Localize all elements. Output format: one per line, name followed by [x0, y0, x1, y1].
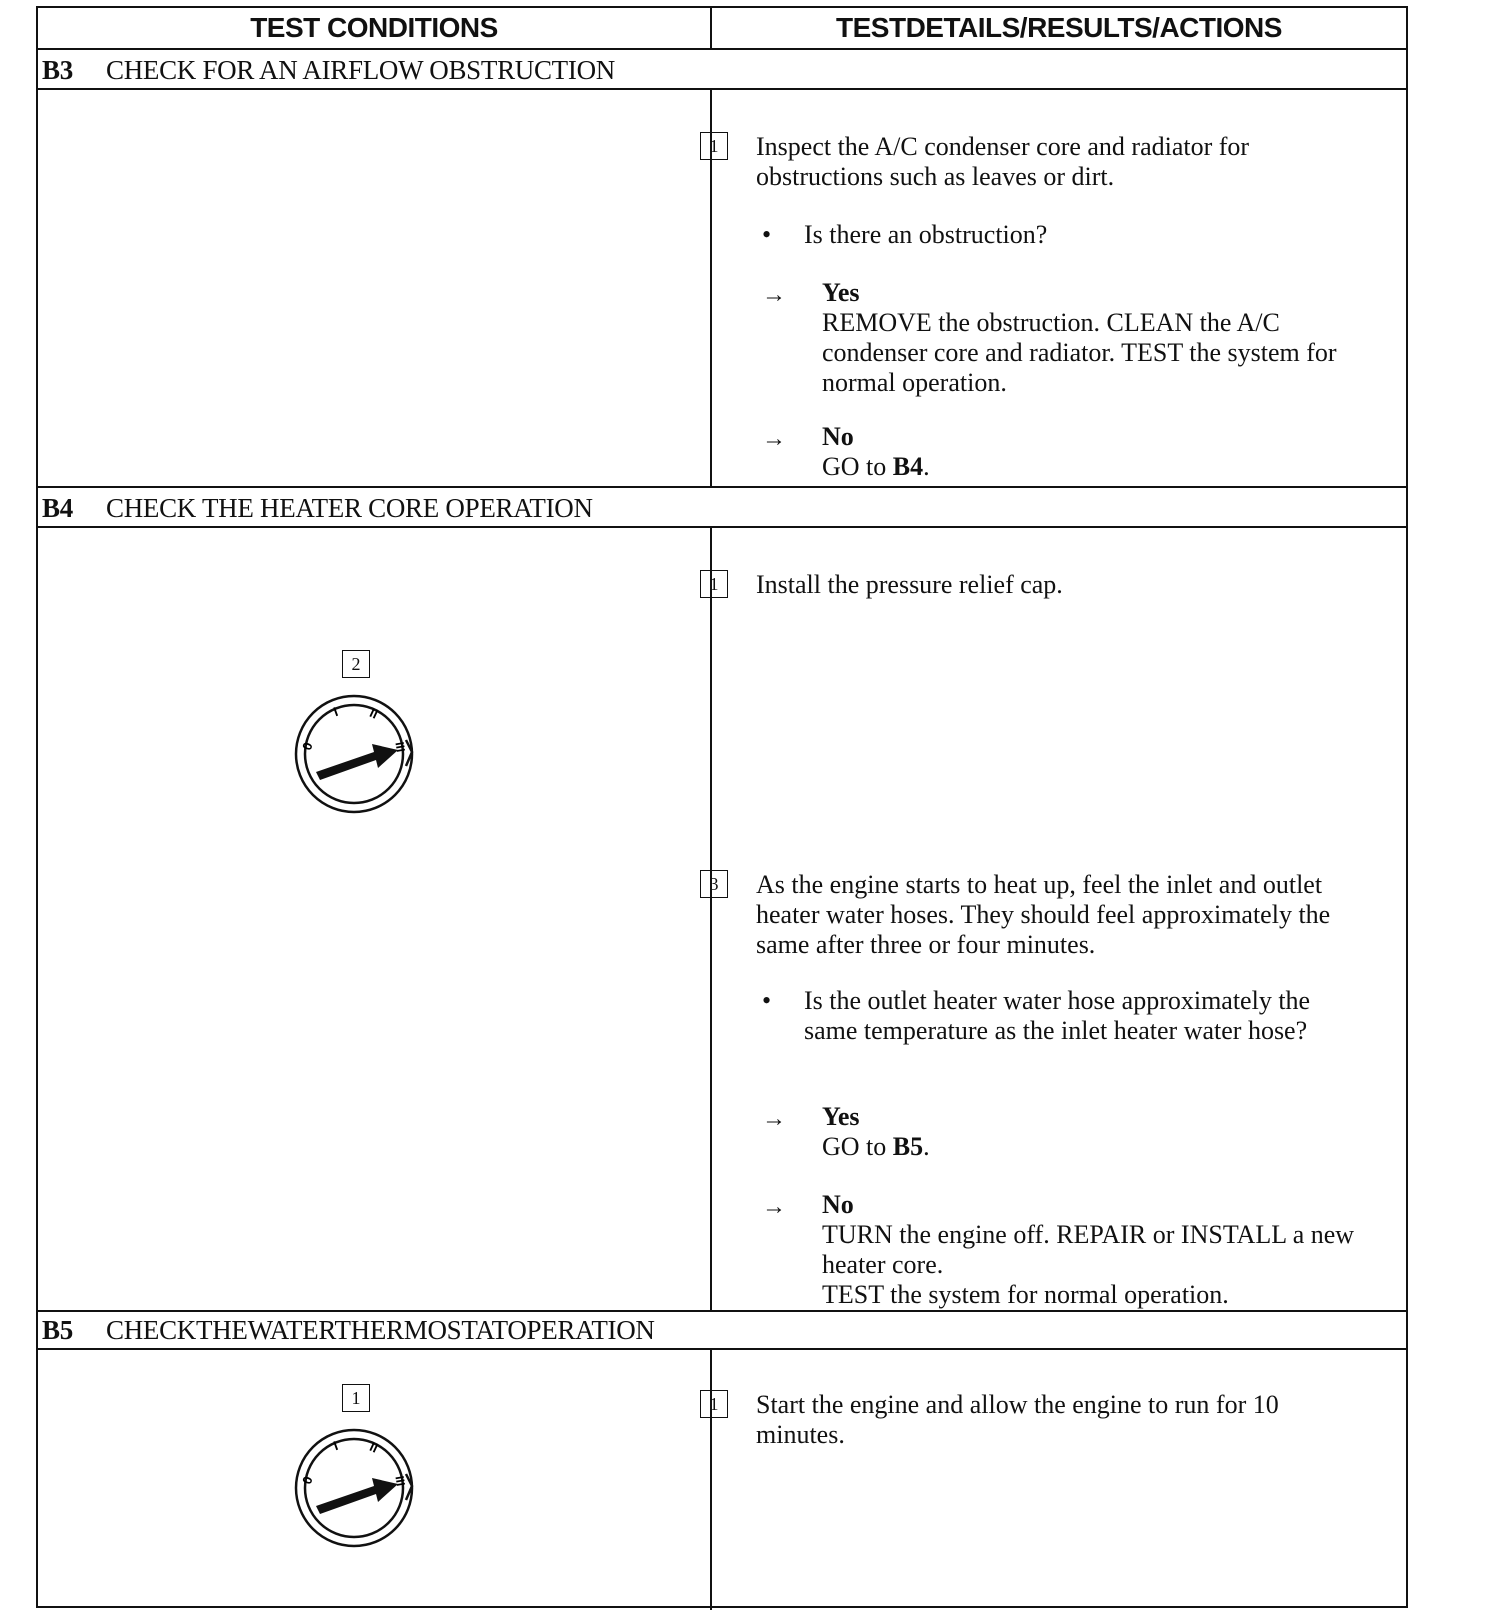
step-number-box: 1	[700, 570, 728, 598]
arrow-right-icon: →	[762, 1106, 786, 1132]
yes-action: REMOVE the obstruction. CLEAN the A/C condenser core and radiator. TEST the system for normal operation.	[822, 308, 1337, 397]
arrow-right-icon: →	[762, 282, 786, 308]
step-question: Is there an obstruction?	[804, 220, 1048, 249]
dial-mark: III	[392, 740, 408, 754]
section-title-text: CHECK THE HEATER CORE OPERATION	[106, 493, 593, 523]
step-instruction: As the engine starts to heat up, feel the inlet and outlet heater water hoses. They should feel approximately the same after three or four minutes.	[756, 870, 1331, 959]
diagram-step-box: 1	[342, 1384, 370, 1412]
ignition-switch-run-icon	[292, 692, 422, 816]
yes-action-ref: B5	[892, 1132, 924, 1161]
yes-label: Yes	[822, 1102, 860, 1131]
no-action-suffix: .	[923, 452, 930, 481]
dial-mark: I	[331, 1437, 340, 1454]
arrow-right-icon: →	[762, 1194, 786, 1220]
column-divider	[710, 526, 712, 1310]
dial-mark: II	[367, 705, 381, 722]
step-number-box: 3	[700, 870, 728, 898]
section-id: B3	[42, 55, 73, 85]
no-action	[822, 452, 1362, 482]
dial-mark: II	[367, 1439, 381, 1456]
ignition-switch-run-icon	[292, 1426, 422, 1550]
column-divider	[710, 8, 712, 48]
section-title-text: CHECK FOR AN AIRFLOW OBSTRUCTION	[106, 55, 615, 85]
no-action: TURN the engine off. REPAIR or INSTALL a new heater core.	[822, 1220, 1355, 1279]
bullet-icon: •	[762, 220, 772, 249]
no-label: No	[822, 422, 854, 451]
diagram-step-box: 2	[342, 650, 370, 678]
section-id: B4	[42, 493, 73, 523]
step-number-box: 1	[700, 132, 728, 160]
step-question: Is the outlet heater water hose approximately the same temperature as the inlet heater water hose?	[804, 986, 1311, 1045]
no-action-text: GO to	[822, 452, 893, 481]
section-title-b5	[42, 1310, 655, 1350]
step-instruction: Start the engine and allow the engine to run for 10 minutes.	[756, 1390, 1279, 1449]
section-title-text: CHECKTHEWATERTHERMOSTATOPERATION	[106, 1315, 655, 1345]
step-instruction: Inspect the A/C condenser core and radiator for obstructions such as leaves or dirt.	[756, 132, 1250, 191]
no-action-test: TEST the system for normal operation.	[822, 1280, 1229, 1309]
column-header-test-conditions: TEST CONDITIONS	[250, 12, 498, 43]
diagnostic-table	[36, 6, 1408, 1608]
section-title-b4	[42, 488, 593, 528]
column-header-test-details: TESTDETAILS/RESULTS/ACTIONS	[836, 12, 1282, 43]
yes-action	[822, 1132, 1362, 1162]
section-id: B5	[42, 1315, 73, 1345]
dial-mark: 0	[299, 740, 316, 753]
step-instruction: Install the pressure relief cap.	[756, 570, 1063, 599]
dial-mark: 0	[299, 1474, 316, 1487]
no-action-ref: B4	[892, 452, 924, 481]
step-number-box: 1	[700, 1390, 728, 1418]
no-label: No	[822, 1190, 854, 1219]
yes-action-suffix: .	[923, 1132, 930, 1161]
yes-label: Yes	[822, 278, 860, 307]
column-divider	[710, 1348, 712, 1610]
yes-action-text: GO to	[822, 1132, 893, 1161]
dial-mark: III	[392, 1474, 408, 1488]
bullet-icon: •	[762, 986, 772, 1015]
arrow-right-icon: →	[762, 426, 786, 452]
section-title-b3	[42, 50, 615, 90]
dial-mark: I	[331, 703, 340, 720]
